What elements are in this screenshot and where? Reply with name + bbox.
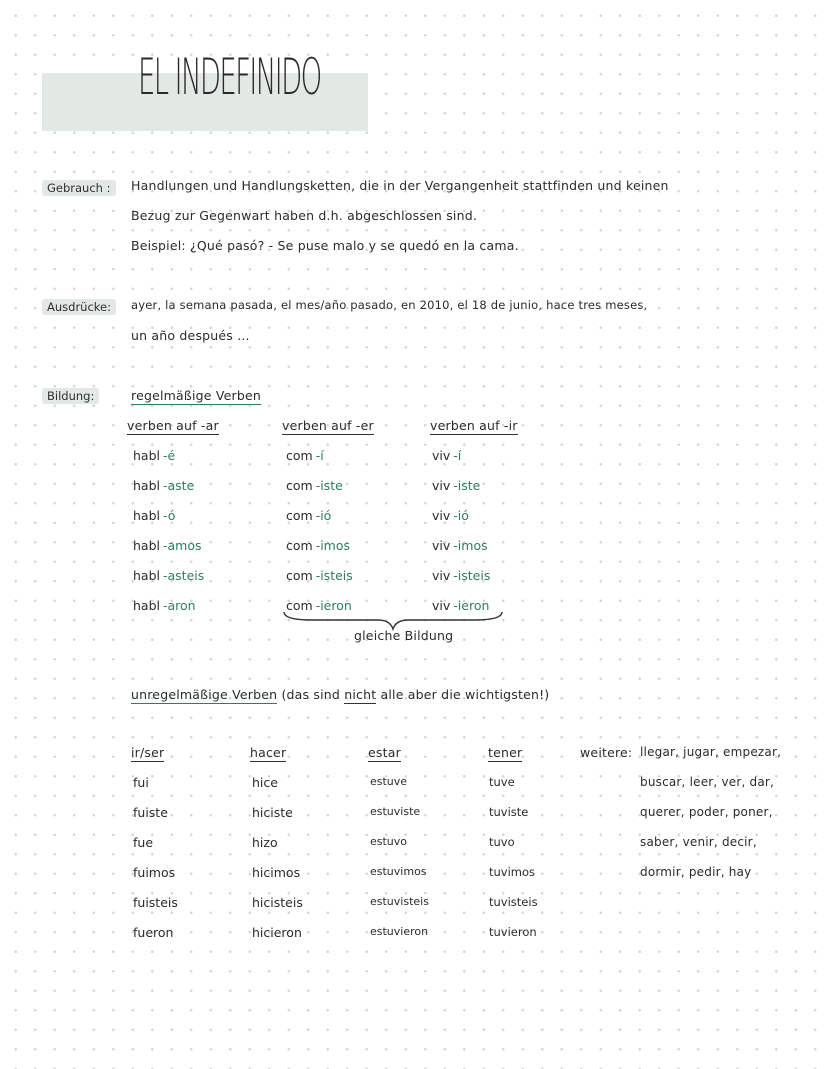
estar-form-5: estuvisteis [370, 895, 429, 908]
ir-form-3: viv -ió [432, 508, 469, 523]
tener-form-2: tuviste [489, 805, 529, 819]
header-ar: verben auf -ar [127, 418, 219, 433]
irregular-note-pre: (das sind [281, 687, 341, 702]
weitere-label: weitere: [580, 745, 633, 760]
irser-form-6: fueron [133, 925, 174, 940]
header-estar: estar [368, 745, 401, 760]
tener-form-6: tuvieron [489, 925, 537, 939]
hacer-form-1: hice [252, 775, 278, 790]
ar-form-4: habl -amos [133, 538, 202, 553]
er-form-6: com -ieron [286, 598, 352, 613]
er-form-1: com -í [286, 448, 324, 463]
header-ir-ser: ir/ser [131, 745, 165, 760]
gebrauch-example: Beispiel: ¿Qué pasó? - Se puse malo y se quedó en la cama. [131, 238, 519, 253]
ir-form-2: viv -iste [432, 478, 481, 493]
ausdruecke-line-1: ayer, la semana pasada, el mes/año pasado, en 2010, el 18 de junio, hace tres meses, [131, 298, 648, 312]
irregular-note-post: alle aber die wichtigsten!) [380, 687, 550, 702]
gebrauch-label: Gebrauch : [42, 180, 116, 196]
ar-form-2: habl -aste [133, 478, 195, 493]
hacer-form-3: hizo [252, 835, 278, 850]
ar-form-3: habl -ó [133, 508, 176, 523]
ir-form-6: viv -ieron [432, 598, 490, 613]
ir-form-4: viv -imos [432, 538, 488, 553]
tener-form-4: tuvimos [489, 865, 536, 879]
irser-form-2: fuiste [133, 805, 168, 820]
hacer-form-6: hicieron [252, 925, 302, 940]
hacer-form-5: hicisteis [252, 895, 303, 910]
tener-form-5: tuvisteis [489, 895, 538, 909]
gebrauch-line-1: Handlungen und Handlungsketten, die in der Vergangenheit stattfinden und keinen [131, 178, 669, 193]
weitere-line-3: querer, poder, poner, [640, 805, 773, 819]
brace-note: gleiche Bildung [354, 628, 454, 643]
weitere-line-2: buscar, leer, ver, dar, [640, 775, 775, 789]
ar-form-5: habl -asteis [133, 568, 205, 583]
hacer-form-2: hiciste [252, 805, 293, 820]
regular-heading: regelmäßige Verben [131, 388, 261, 403]
er-form-2: com -iste [286, 478, 343, 493]
ar-form-1: habl -é [133, 448, 176, 463]
bildung-label: Bildung: [42, 388, 99, 404]
tener-form-3: tuvo [489, 835, 515, 849]
weitere-line-5: dormir, pedir, hay [640, 865, 752, 879]
gebrauch-line-2: Bezug zur Gegenwart haben d.h. abgeschlossen sind. [131, 208, 478, 223]
weitere-line-1: llegar, jugar, empezar, [640, 745, 782, 759]
header-hacer: hacer [250, 745, 287, 760]
irregular-heading: unregelmäßige Verben [131, 687, 278, 702]
irser-form-4: fuimos [133, 865, 176, 880]
estar-form-2: estuviste [370, 805, 421, 818]
tener-form-1: tuve [489, 775, 515, 789]
header-ir: verben auf -ir [430, 418, 518, 433]
header-tener: tener [488, 745, 523, 760]
irregular-note-nicht: nicht [344, 687, 377, 702]
irser-form-1: fui [133, 775, 149, 790]
er-form-4: com -imos [286, 538, 351, 553]
page-title: EL INDEFINIDO [138, 48, 321, 106]
irser-form-5: fuisteis [133, 895, 178, 910]
ir-form-1: viv -í [432, 448, 462, 463]
ausdruecke-line-2: un año después ... [131, 328, 250, 343]
ir-form-5: viv -isteis [432, 568, 491, 583]
estar-form-6: estuvieron [370, 925, 429, 938]
estar-form-1: estuve [370, 775, 408, 788]
hacer-form-4: hicimos [252, 865, 301, 880]
ar-form-6: habl -aron [133, 598, 196, 613]
estar-form-4: estuvimos [370, 865, 427, 878]
er-form-3: com -ió [286, 508, 332, 523]
weitere-line-4: saber, venir, decir, [640, 835, 757, 849]
ausdruecke-label: Ausdrücke: [42, 299, 116, 315]
header-er: verben auf -er [282, 418, 374, 433]
er-form-5: com -isteis [286, 568, 353, 583]
irser-form-3: fue [133, 835, 154, 850]
estar-form-3: estuvo [370, 835, 408, 848]
irregular-heading-line [131, 687, 549, 702]
